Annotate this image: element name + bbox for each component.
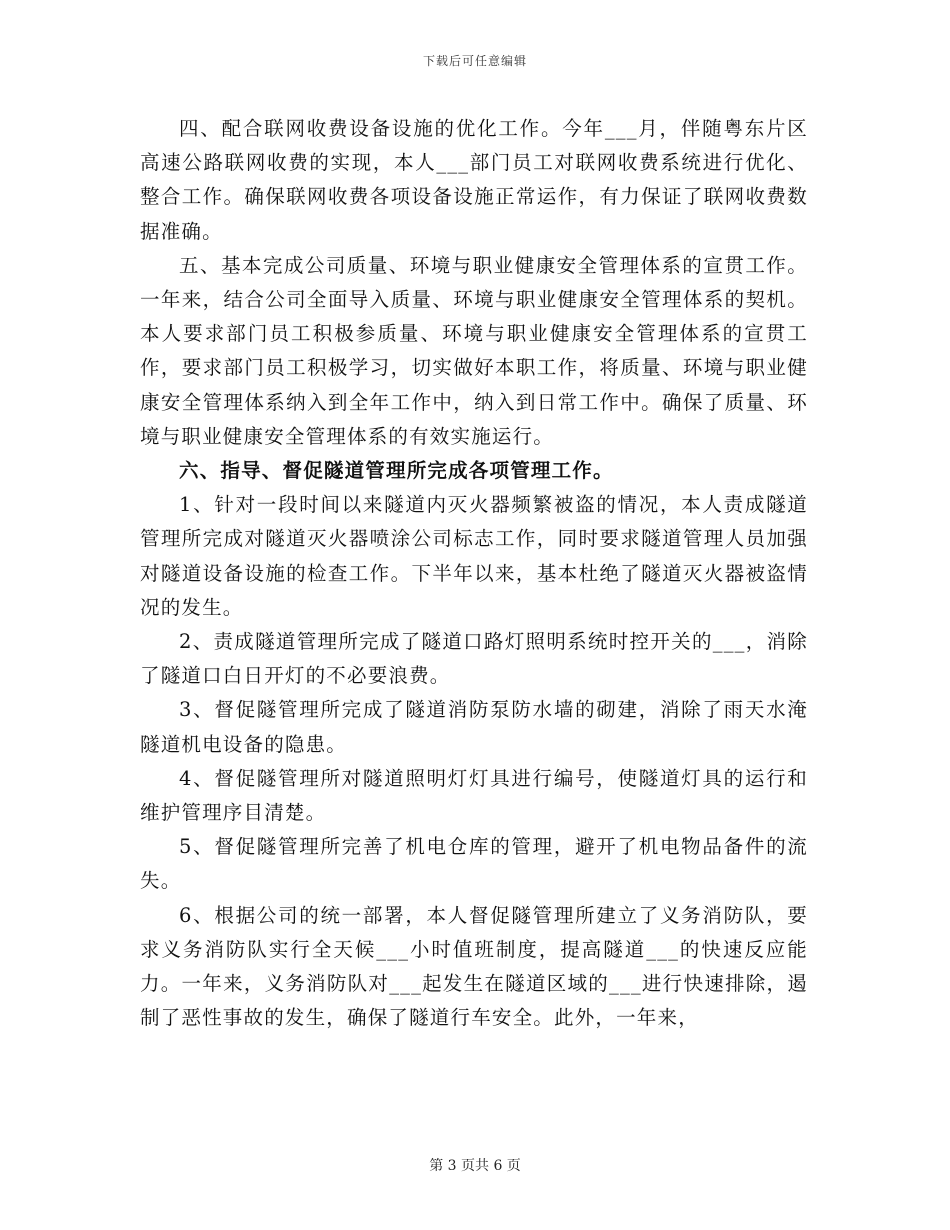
paragraph-item-5: 5、督促隧管理所完善了机电仓库的管理，避开了机电物品备件的流失。 (140, 835, 808, 893)
document-body (140, 112, 808, 1035)
section-heading-6: 六、指导、督促隧道管理所完成各项管理工作。 (179, 459, 614, 483)
paragraph-section-4: 四、配合联网收费设备设施的优化工作。今年___月，伴随粤东片区高速公路联网收费的实现，本人___部门员工对联网收费系统进行优化、整合工作。确保联网收费各项设备设施正常运作，有力保证了联网收费数据准确。 (140, 117, 808, 243)
paragraph-item-6: 6、根据公司的统一部署，本人督促隧管理所建立了义务消防队，要求义务消防队实行全天候___小时值班制度，提高隧道___的快速反应能力。一年来，义务消防队对___起发生在隧道区域的___进行快速排除，遏制了恶性事故的发生，确保了隧道行车安全。此外，一年来， (140, 903, 808, 1030)
page-header: 下载后可任意编辑 (422, 54, 527, 68)
paragraph-section-5: 五、基本完成公司质量、环境与职业健康安全管理体系的宣贯工作。一年来，结合公司全面导入质量、环境与职业健康安全管理体系的契机。本人要求部门员工积极参质量、环境与职业健康安全管理体系的宣贯工作，要求部门员工积极学习，切实做好本职工作，将质量、环境与职业健康安全管理体系纳入到全年工作中，纳入到日常工作中。确保了质量、环境与职业健康安全管理体系的有效实施运行。 (140, 253, 808, 448)
paragraph-item-2: 2、责成隧道管理所完成了隧道口路灯照明系统时控开关的___，消除了隧道口白日开灯的不必要浪费。 (140, 630, 808, 688)
paragraph-item-4: 4、督促隧管理所对隧道照明灯灯具进行编号，使隧道灯具的运行和维护管理序目清楚。 (140, 766, 808, 825)
page-number: 第 3 页共 6 页 (429, 1158, 521, 1174)
paragraph-item-3: 3、督促隧管理所完成了隧道消防泵防水墙的砌建，消除了雨天水淹隧道机电设备的隐患。 (140, 698, 808, 756)
paragraph-item-1: 1、针对一段时间以来隧道内灭火器频繁被盗的情况，本人责成隧道管理所完成对隧道灭火器喷涂公司标志工作，同时要求隧道管理人员加强对隧道设备设施的检查工作。下半年以来，基本杜绝了隧道灭火器被盗情况的发生。 (140, 493, 808, 619)
